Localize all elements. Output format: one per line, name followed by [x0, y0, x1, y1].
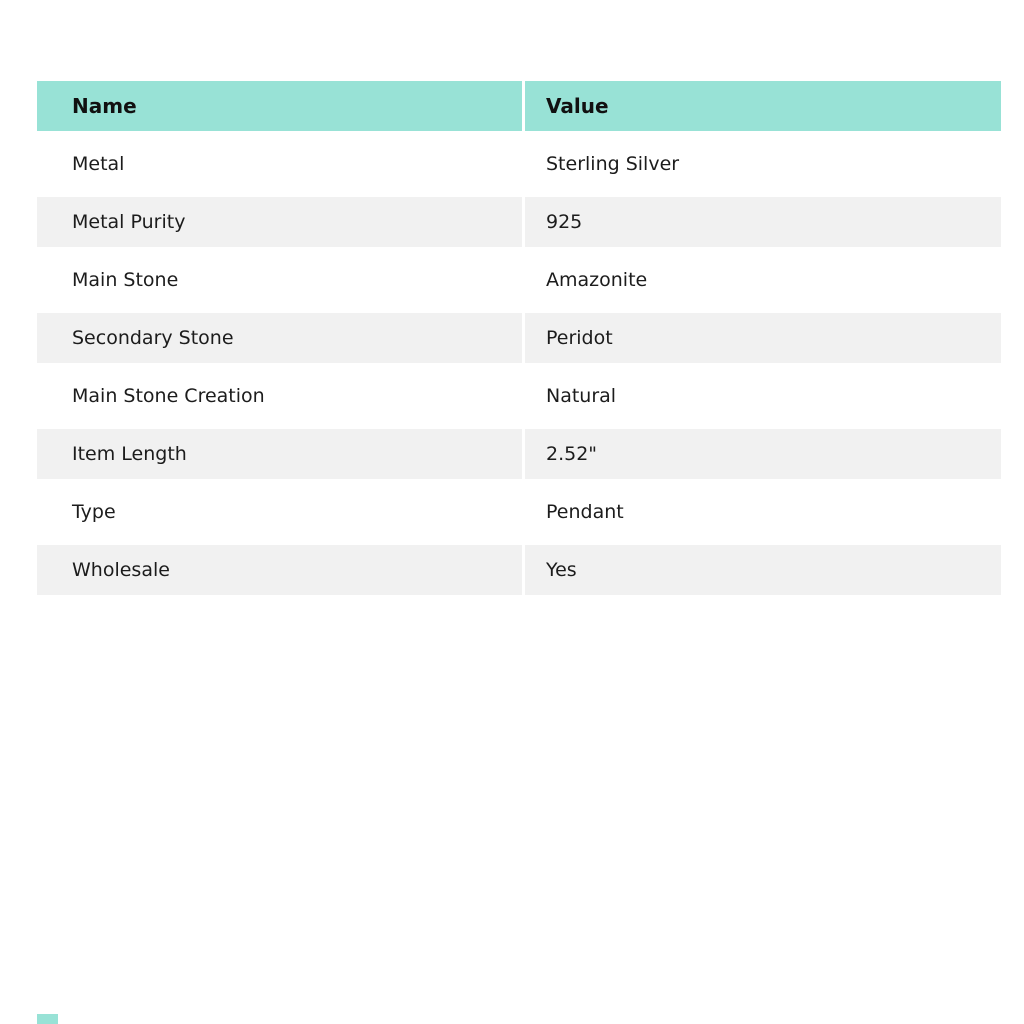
attribute-name-cell: Metal [72, 153, 125, 175]
attribute-value-cell: 2.52" [525, 429, 1001, 479]
item-specifics-table [37, 81, 1001, 603]
table-row [37, 197, 1001, 247]
attribute-value-cell: Pendant [546, 501, 624, 523]
table-row [37, 429, 1001, 479]
table-row [37, 313, 1001, 363]
attribute-value-cell: Yes [525, 545, 1001, 595]
attribute-value-cell: Sterling Silver [546, 153, 680, 175]
attribute-name-cell: Main Stone Creation [72, 385, 265, 407]
attribute-name-cell: Main Stone [72, 269, 179, 291]
attribute-name-cell: Metal Purity [37, 197, 522, 247]
attribute-value-cell: Peridot [525, 313, 1001, 363]
column-header-value: Value [525, 81, 1001, 131]
attribute-name-cell: Secondary Stone [37, 313, 522, 363]
table-row [37, 371, 1001, 421]
attribute-value-cell: Amazonite [546, 269, 648, 291]
table-body [37, 139, 1001, 595]
table-row [37, 487, 1001, 537]
attribute-name-cell: Item Length [37, 429, 522, 479]
table-row [37, 545, 1001, 595]
column-header-name: Name [37, 81, 522, 131]
attribute-value-cell: Natural [546, 385, 617, 407]
table-row [37, 255, 1001, 305]
attribute-name-cell: Type [72, 501, 116, 523]
table-header-row [37, 81, 1001, 131]
attribute-name-cell: Wholesale [37, 545, 522, 595]
teal-corner-marker [37, 1014, 58, 1024]
attribute-value-cell: 925 [525, 197, 1001, 247]
table-row [37, 139, 1001, 189]
